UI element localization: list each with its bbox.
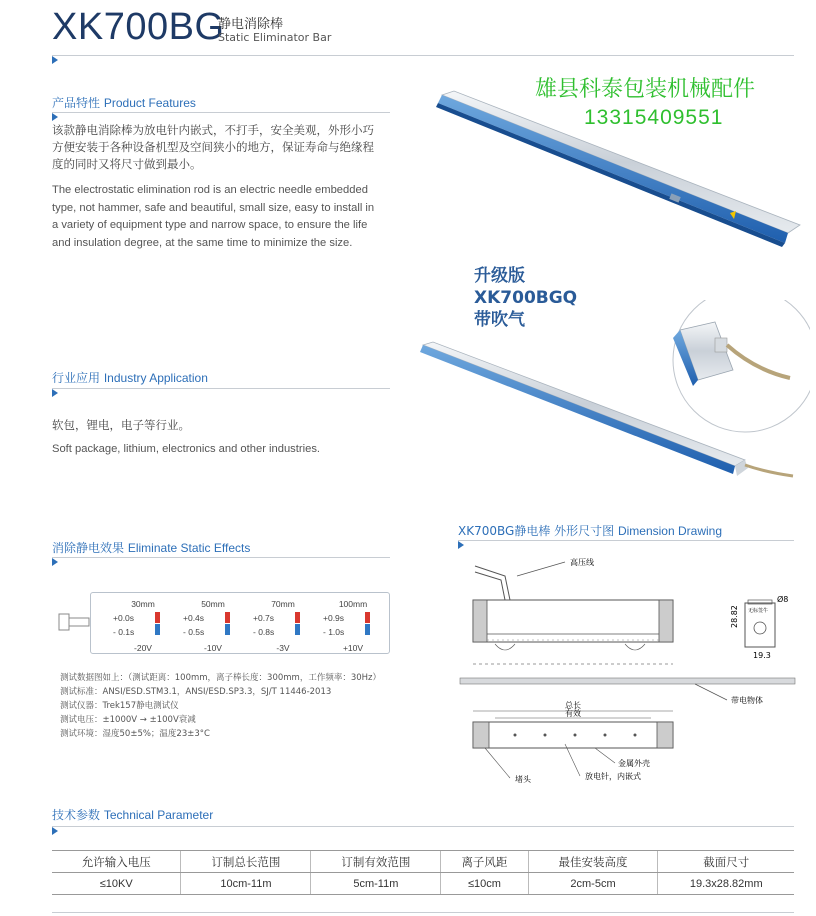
table-header: 允许输入电压: [52, 851, 181, 873]
table-header: 截面尺寸: [658, 851, 794, 873]
probe-icon: [55, 600, 95, 644]
tech-arrow-icon: [52, 827, 58, 835]
header-arrow-icon: [52, 56, 58, 64]
section-width-label: 19.3: [753, 651, 771, 660]
features-arrow-icon: [52, 113, 58, 121]
effects-divider: [52, 557, 390, 558]
features-divider: [52, 112, 390, 113]
charged-object-label: 带电物体: [731, 696, 763, 705]
table-header: 最佳安装高度: [528, 851, 658, 873]
effects-arrow-icon: [52, 558, 58, 566]
table-cell: ≤10KV: [52, 873, 181, 895]
negative-bar: [295, 624, 300, 635]
title-en: Static Eliminator Bar: [218, 31, 332, 44]
effects-title-cn: 消除静电效果: [52, 541, 125, 555]
tech-title-en: Technical Parameter: [103, 808, 214, 822]
features-title-cn: 产品特性: [52, 96, 101, 110]
dimension-title-cn: XK700BG静电棒 外形尺寸图: [458, 524, 615, 538]
features-title: [52, 94, 196, 111]
table-header: 离子风距: [441, 851, 528, 873]
tech-title-cn: 技术参数: [52, 808, 101, 822]
effects-title: [52, 539, 250, 556]
negative-bar: [225, 624, 230, 635]
title-cn: 静电消除棒: [218, 17, 284, 32]
table-cell: 19.3x28.82mm: [658, 873, 794, 895]
features-text-en: The electrostatic elimination rod is an electric needle embedded type, not hammer, safe and beautiful, small size, easy to install in a variety of equipment type and narrow space, to ensure the life and insulation degree, at the same time to minimize the size.: [52, 184, 375, 249]
industry-title-cn: 行业应用: [52, 371, 101, 385]
phone-watermark: 13315409551: [584, 106, 724, 129]
features-title-en: Product Features: [103, 96, 196, 110]
effects-box: 30mm +0.0s - 0.1s -20V 50mm +0.4s - 0.5s -10V 70mm +0.7s - 0.8s -3V 100mm +0.9s - 1.0s +10V: [90, 592, 390, 654]
effective-length-label: 有效: [565, 709, 581, 718]
industry-title: [52, 369, 208, 386]
table-header-row: [52, 851, 794, 873]
section-tag-label: 无标签牛: [748, 608, 769, 614]
dimension-drawing: [455, 548, 800, 793]
tech-table: [52, 850, 794, 895]
model-title: XK700BG: [52, 6, 225, 48]
table-cell: 5cm-11m: [311, 873, 441, 895]
table-cell: 2cm-5cm: [528, 873, 658, 895]
eliminator-bar-air-image: [415, 300, 810, 490]
industry-text-cn: 软包，锂电，电子等行业。: [52, 418, 190, 432]
section-height-label: 28.82: [730, 605, 739, 628]
negative-bar: [365, 624, 370, 635]
industry-arrow-icon: [52, 389, 58, 397]
industry-divider: [52, 388, 390, 389]
positive-bar: [365, 612, 370, 623]
table-row: [52, 873, 794, 895]
table-cell: ≤10cm: [441, 873, 528, 895]
features-text-cn: 该款静电消除棒为放电针内嵌式，不打手，安全美观，外形小巧 方便安装于各种设备机型及空间狭小的地方，保证寿命与绝缘程 度的同时又将尺寸做到最小。: [52, 123, 374, 171]
eliminator-bar-image: [430, 85, 810, 260]
total-length-label: 总长: [565, 701, 581, 710]
table-header: 订制总长范围: [181, 851, 311, 873]
positive-bar: [155, 612, 160, 623]
plug-label: 堵头: [515, 775, 531, 784]
needle-label: 放电针，内嵌式: [585, 772, 641, 781]
dimension-title: [458, 522, 722, 539]
metal-shell-label: 金属外壳: [618, 759, 650, 768]
dimension-title-en: Dimension Drawing: [617, 524, 723, 538]
upgrade-label: 升级版 XK700BGQ 带吹气: [474, 266, 578, 330]
industry-title-en: Industry Application: [103, 371, 208, 385]
section-diameter-label: Ø8: [777, 595, 789, 604]
effects-title-en: Eliminate Static Effects: [127, 541, 251, 555]
hv-line-label: 高压线: [570, 558, 594, 567]
footer-divider: [52, 912, 794, 913]
positive-bar: [295, 612, 300, 623]
header-divider: [52, 55, 794, 56]
positive-bar: [225, 612, 230, 623]
tech-divider: [52, 826, 794, 827]
test-notes: 测试数据图如上：（测试距离：100mm，离子棒长度：300mm，工作频率：30Hz） 测试标准：ANSI/ESD.STM3.1，ANSI/ESD.SP3.3，SJ/T 11446-2013 测试仪器：Trek157静电测试仪 测试电压：±1000V → ±100V衰减 测试环境：湿度50±5%；温度23±3°C: [60, 673, 381, 739]
company-watermark: 雄县科泰包装机械配件: [535, 77, 756, 102]
table-cell: 10cm-11m: [181, 873, 311, 895]
tech-title: [52, 806, 213, 823]
table-header: 订制有效范围: [311, 851, 441, 873]
industry-text-en: Soft package, lithium, electronics and other industries.: [52, 443, 321, 455]
negative-bar: [155, 624, 160, 635]
dimension-divider: [458, 540, 794, 541]
